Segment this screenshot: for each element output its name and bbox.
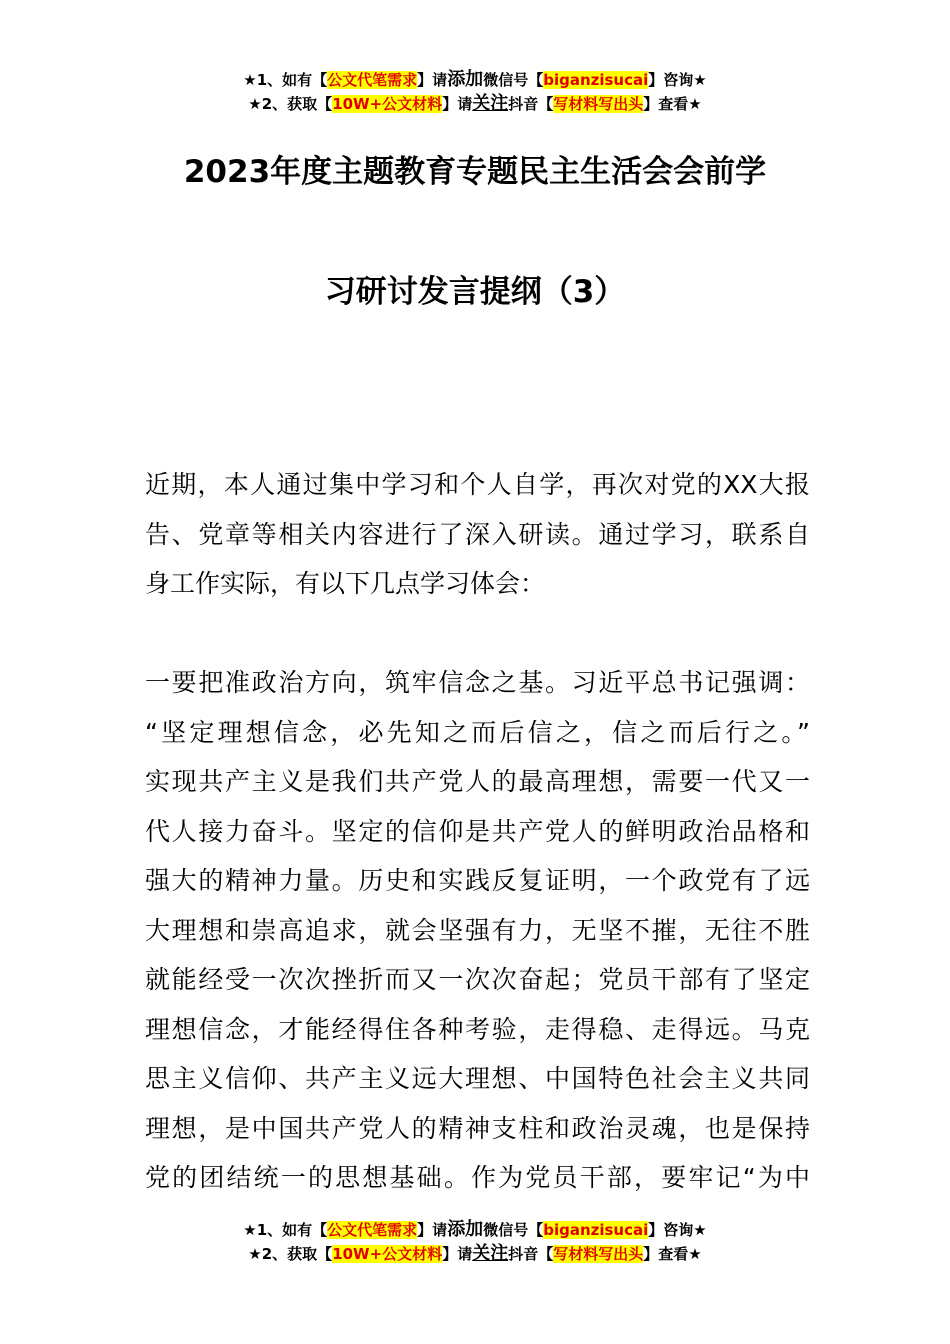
banner-emphasis: 关注 <box>472 93 509 114</box>
text-line: 大理想和崇高追求，就会坚强有力，无坚不摧，无往不胜 <box>145 915 810 945</box>
bottom-banner <box>0 1218 950 1266</box>
banner-emphasis: 添加 <box>447 1219 484 1240</box>
banner-line-2 <box>0 1242 950 1266</box>
banner-text: ★1、如有【 <box>243 1221 328 1239</box>
text-line: 代人接力奋斗。坚定的信仰是共产党人的鲜明政治品格和 <box>145 816 810 846</box>
highlight-wechat-id: biganzisucai <box>543 71 649 89</box>
text-line: 强大的精神力量。历史和实践反复证明，一个政党有了远 <box>145 866 810 895</box>
highlight-service: 公文代笔需求 <box>327 1221 418 1239</box>
text-line: 告、党章等相关内容进行了深入研读。通过学习，联系自 <box>145 519 810 549</box>
highlight-service: 公文代笔需求 <box>327 71 418 89</box>
document-title-line-2: 习研讨发言提纲（3） <box>324 274 626 310</box>
banner-text: ★2、获取【 <box>248 1245 333 1263</box>
banner-text: 】查看★ <box>643 95 702 113</box>
banner-text: 微信号【 <box>483 71 544 89</box>
banner-text: 】请 <box>442 1245 473 1263</box>
banner-line-1 <box>0 1218 950 1242</box>
banner-text: 抖音【 <box>508 95 554 113</box>
banner-text: 】咨询★ <box>648 71 707 89</box>
document-title-line-1: 2023年度主题教育专题民主生活会会前学 <box>183 154 767 190</box>
banner-text: ★2、获取【 <box>248 95 333 113</box>
top-banner <box>0 68 950 116</box>
text-line: 党的团结统一的思想基础。作为党员干部，要牢记“为中 <box>145 1163 810 1192</box>
text-line: 一要把准政治方向，筑牢信念之基。习近平总书记强调： <box>145 668 810 697</box>
highlight-douyin: 写材料写出头 <box>553 95 644 113</box>
highlight-materials: 10W+公文材料 <box>332 95 443 113</box>
text-line: 思主义信仰、共产主义远大理想、中国特色社会主义共同 <box>145 1064 810 1093</box>
banner-line-2 <box>0 92 950 116</box>
banner-text: 微信号【 <box>483 1221 544 1239</box>
text-line: 理想，是中国共产党人的精神支柱和政治灵魂，也是保持 <box>145 1113 810 1143</box>
banner-text: 】咨询★ <box>648 1221 707 1239</box>
banner-text: 】请 <box>442 95 473 113</box>
text-line: “坚定理想信念，必先知之而后信之，信之而后行之。” <box>145 717 810 747</box>
paragraph-intro <box>145 460 810 609</box>
banner-emphasis: 添加 <box>447 69 484 90</box>
banner-text: 】请 <box>417 1221 448 1239</box>
highlight-materials: 10W+公文材料 <box>332 1245 443 1263</box>
banner-line-1 <box>0 68 950 92</box>
highlight-douyin: 写材料写出头 <box>553 1245 644 1263</box>
text-line: 身工作实际，有以下几点学习体会： <box>145 569 546 598</box>
banner-text: 】查看★ <box>643 1245 702 1263</box>
text-line: 理想信念，才能经得住各种考验，走得稳、走得远。马克 <box>145 1014 810 1044</box>
banner-emphasis: 关注 <box>472 1243 509 1264</box>
banner-text: 抖音【 <box>508 1245 554 1263</box>
banner-text: 】请 <box>417 71 448 89</box>
text-line: 近期，本人通过集中学习和个人自学，再次对党的XX大报 <box>145 470 810 499</box>
highlight-wechat-id: biganzisucai <box>543 1221 649 1239</box>
paragraph-political-direction <box>145 658 810 1203</box>
text-line: 实现共产主义是我们共产党人的最高理想，需要一代又一 <box>145 767 810 796</box>
banner-text: ★1、如有【 <box>243 71 328 89</box>
text-line: 就能经受一次次挫折而又一次次奋起；党员干部有了坚定 <box>145 965 810 994</box>
